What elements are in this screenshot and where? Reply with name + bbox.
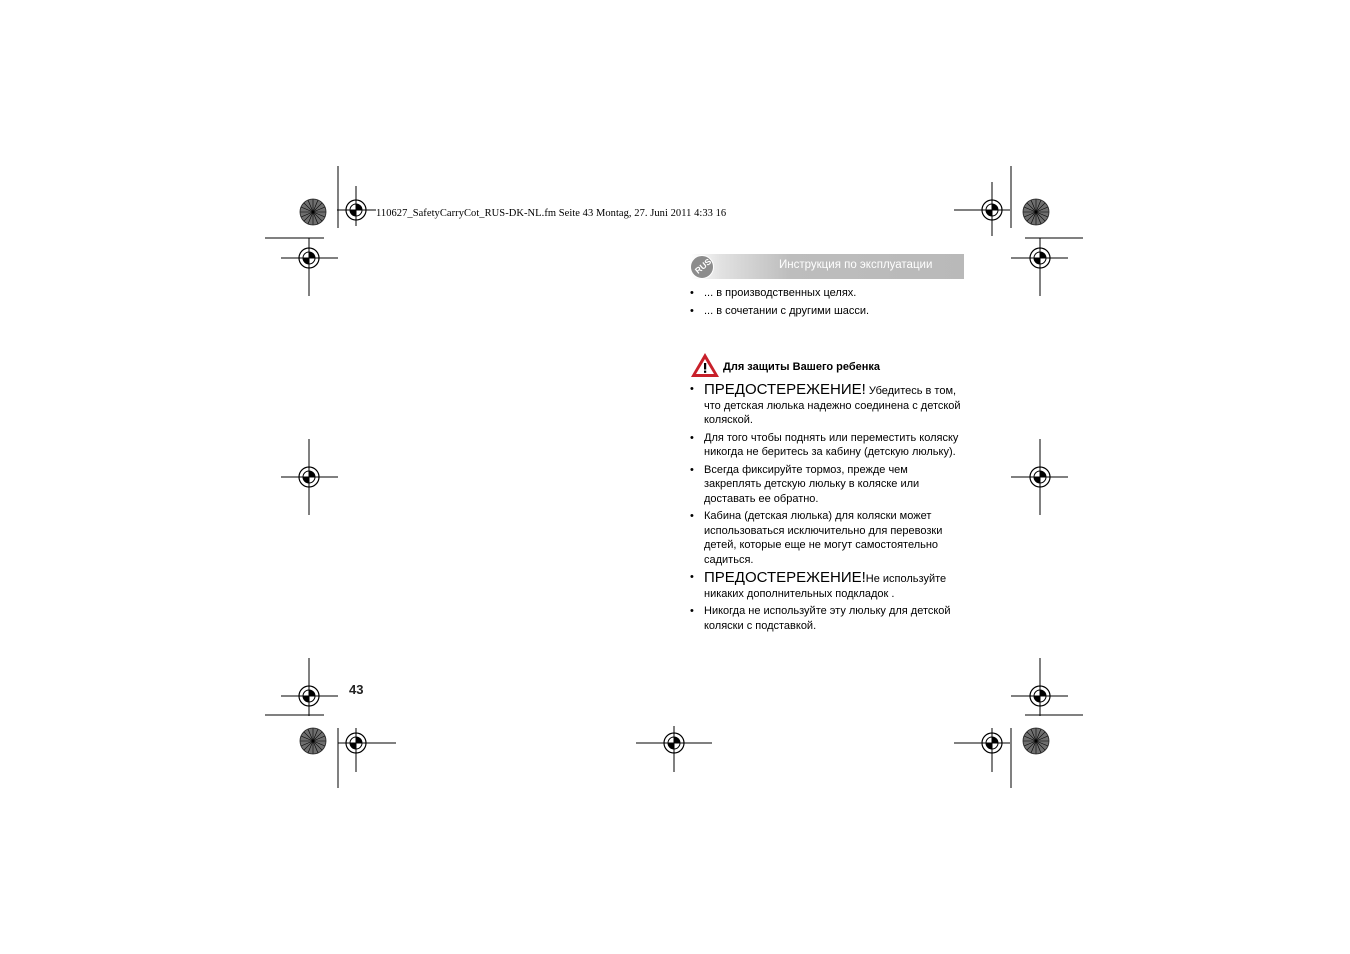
language-badge-label: RUS xyxy=(692,256,714,276)
bullet-icon: • xyxy=(690,304,694,317)
list-item-text: Кабина (детская люлька) для коляски может использоваться исключительно для перевозки детей, которые еще не могут самостоятельно садиться. xyxy=(704,510,943,566)
section-bar xyxy=(690,254,964,279)
warning-lead: ПРЕДОСТЕРЕЖЕНИЕ! xyxy=(704,569,866,586)
list-item-text: Для того чтобы поднять или переместить коляску никогда не беритесь за кабину (детскую люльку). xyxy=(704,431,959,458)
bullet-icon: • xyxy=(690,510,694,522)
list-item-text: ... в сочетании с другими шасси. xyxy=(704,304,870,317)
list-item-text: Не используйте никаких дополнительных подкладок . xyxy=(704,573,947,600)
list-item xyxy=(690,509,962,567)
list-item xyxy=(690,463,962,507)
print-header-line: 110627_SafetyCarryCot_RUS-DK-NL.fm Seite 43 Montag, 27. Juni 2011 4:33 16 xyxy=(376,208,727,219)
list-item xyxy=(690,431,962,460)
bullet-icon: • xyxy=(690,605,694,617)
safety-heading xyxy=(690,352,970,378)
list-item-text: Всегда фиксируйте тормоз, прежде чем закреплять детскую люльку в коляске или доставать ее обратно. xyxy=(704,463,920,505)
list-item xyxy=(690,382,962,428)
list-item-text: Убедитесь в том, что детская люлька надежно соединена с детской коляской. xyxy=(704,385,961,426)
list-item xyxy=(690,286,962,301)
safety-heading-text: Для защиты Вашего ребенка xyxy=(723,361,881,373)
list-item xyxy=(690,304,962,319)
safety-list xyxy=(690,382,962,636)
list-item-text: ... в производственных целях. xyxy=(704,287,857,299)
bullet-icon: • xyxy=(690,463,694,476)
list-item xyxy=(690,570,962,601)
section-title: Инструкция по эксплуатации xyxy=(779,259,933,271)
list-item xyxy=(690,604,962,633)
bullet-icon: • xyxy=(690,431,694,444)
warning-lead: ПРЕДОСТЕРЕЖЕНИЕ! xyxy=(704,381,866,398)
warning-triangle-icon xyxy=(690,352,720,378)
language-badge-icon xyxy=(690,255,714,279)
list-item-text: Никогда не используйте эту люльку для детской коляски с подставкой. xyxy=(704,605,951,632)
bullet-icon: • xyxy=(690,571,694,583)
bullet-icon: • xyxy=(690,287,694,299)
bullet-icon: • xyxy=(690,383,694,395)
page-number: 43 xyxy=(349,682,364,697)
intro-list xyxy=(690,286,962,321)
